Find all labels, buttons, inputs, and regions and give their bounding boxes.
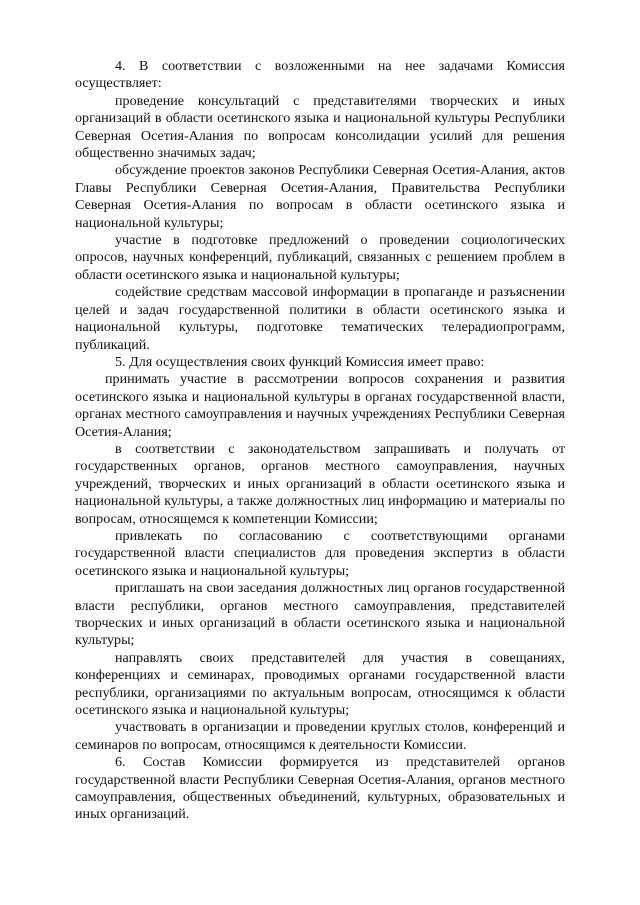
paragraph-discussion: обсуждение проектов законов Республики Северная Осетия-Алания, актов Главы Республики Северная Осетия-Алания, Правительства Республики Северная Осетия-Алания по вопросам в области осетинского языка и национальной культуры; [75, 162, 565, 231]
paragraph-participation: участие в подготовке предложений о проведении социологических опросов, научных конференций, публикаций, связанных с решением проблем в области осетинского языка и национальной культуры; [75, 232, 565, 283]
paragraph-item-5: 5. Для осуществления своих функций Комиссия имеет право: [115, 353, 485, 370]
paragraph-invite: приглашать на свои заседания должностных лиц органов государственной власти республики, органов местного самоуправления, представителей творческих и иных организаций в области осетинского языка и национальной культуры; [75, 580, 565, 649]
paragraph-request-info: в соответствии с законодательством запрашивать и получать от государственных органов, органов местного самоуправления, научных учреждений, творческих и иных организаций в области осетинского языка и национальной культуры, а также должностных лиц информацию и материалы по вопросам, относящемся к компетенции Комиссии; [75, 440, 565, 527]
document-page [75, 58, 565, 824]
paragraph-send-representatives: направлять своих представителей для участия в совещаниях, конференциях и семинарах, проводимых органами государственной власти республики, организациями по актуальным вопросам, относящимся к области осетинского языка и национальной культуры; [75, 649, 565, 719]
paragraph-item-6: 6. Состав Комиссии формируется из представителей органов государственной власти Республики Северная Осетия-Алания, органов местного самоуправления, общественных объединений, культурных, образовательных и иных организаций. [75, 754, 565, 823]
paragraph-involve-experts: привлекать по согласованию с соответствующими органами государственной власти специалистов для проведения экспертиз в области осетинского языка и национальной культуры; [75, 527, 565, 579]
paragraph-consultations: проведение консультаций с представителями творческих и иных организаций в области осетинского языка и национальной культуры Республики Северная Осетия-Алания по вопросам консолидации усилий для решения общественно значимых задач; [75, 92, 565, 162]
paragraph-take-part: принимать участие в рассмотрении вопросов сохранения и развития осетинского языка и национальной культуры в органах государственной власти, органах местного самоуправления и научных учреждениях Республики Северная Осетия-Алания; [75, 371, 565, 440]
paragraph-item-4: 4. В соответствии с возложенными на нее задачами Комиссия осуществляет: [75, 58, 565, 92]
paragraph-round-tables: участвовать в организации и проведении круглых столов, конференций и семинаров по вопросам, относящимся к деятельности Комиссии. [75, 719, 565, 753]
paragraph-media: содействие средствам массовой информации в пропаганде и разъяснении целей и задач государственной политики в области осетинского языка и национальной культуры, подготовке тематических телерадиопрограмм, публикаций. [75, 284, 565, 353]
